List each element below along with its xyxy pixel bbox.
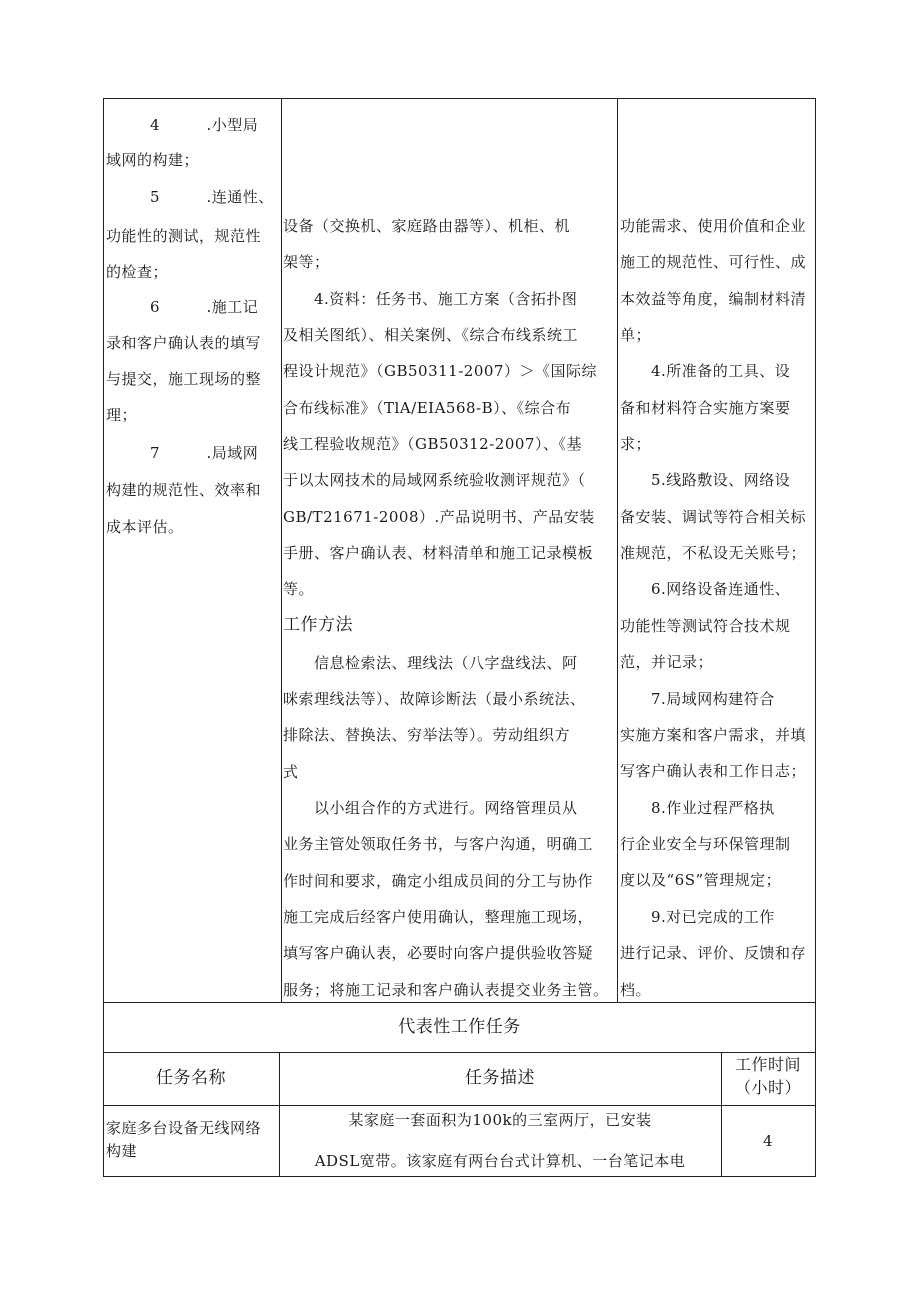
header-row-divider bbox=[103, 1105, 816, 1106]
resources-line: 架等； bbox=[283, 253, 330, 271]
resources-line: 服务；将施工记录和客户确认表提交业务主管。 bbox=[283, 981, 609, 999]
requirements-line: 实施方案和客户需求，并填 bbox=[620, 726, 807, 744]
requirements-line: 度以及“6S”管理规定； bbox=[620, 871, 782, 889]
content-line: 理； bbox=[106, 406, 138, 424]
task-desc-header: 任务描述 bbox=[465, 1068, 535, 1088]
content-line: 构建的规范性、效率和 bbox=[106, 481, 262, 499]
task-time-header-unit: （小时） bbox=[734, 1078, 801, 1097]
resources-line: 设备（交换机、家庭路由器等）、机柜、机 bbox=[283, 217, 571, 235]
table-top-border bbox=[103, 98, 816, 99]
section-title-divider bbox=[103, 1052, 816, 1053]
task-name-cont: 构建 bbox=[106, 1142, 138, 1160]
requirements-line: 功能性等测试符合技术规 bbox=[620, 617, 791, 635]
resources-line: 施工完成后经客户使用确认，整理施工现场， bbox=[283, 908, 594, 926]
content-line: 7 .局域网 bbox=[150, 444, 259, 462]
col-divider-1 bbox=[281, 98, 282, 1003]
resources-line: 式 bbox=[283, 763, 299, 781]
content-line: 4 .小型局 bbox=[150, 116, 259, 134]
resources-line: 信息检索法、理线法（八字盘线法、阿 bbox=[283, 654, 578, 672]
content-line: 域网的构建； bbox=[106, 151, 200, 169]
resources-line: 线工程验收规范》（GB50312-2007）、《基 bbox=[283, 435, 582, 453]
resources-line: 等。 bbox=[283, 580, 315, 598]
requirements-line: 求； bbox=[620, 435, 652, 453]
resources-line: 4.资料：任务书、施工方案（含拓扑图 bbox=[283, 290, 578, 308]
content-line: 5 .连通性、 bbox=[150, 188, 274, 206]
task-name: 家庭多台设备无线网络 bbox=[106, 1119, 262, 1137]
resources-line: 合布线标准》（TlA/EIA568-B）、《综合布 bbox=[283, 399, 572, 417]
requirements-line: 写客户确认表和工作日志； bbox=[620, 762, 807, 780]
requirements-line: 本效益等角度，编制材料清 bbox=[620, 290, 807, 308]
resources-line: 于以太网技术的局域网系统验收测评规范》（ bbox=[283, 471, 586, 489]
task-hours: 4 bbox=[762, 1132, 774, 1150]
requirements-line: 备和材料符合实施方案要 bbox=[620, 399, 791, 417]
requirements-line: 5.线路敷设、网络设 bbox=[620, 471, 791, 489]
section-divider bbox=[103, 1002, 816, 1003]
content-line: 功能性的测试，规范性 bbox=[106, 227, 262, 245]
resources-line: 业务主管处领取任务书，与客户沟通，明确工 bbox=[283, 835, 594, 853]
requirements-line: 7.局域网构建符合 bbox=[620, 690, 775, 708]
requirements-line: 准规范，不私设无关账号； bbox=[620, 544, 807, 562]
task-name-header: 任务名称 bbox=[156, 1068, 226, 1088]
resources-line: 填写客户确认表，必要时向客户提供验收答疑 bbox=[283, 944, 594, 962]
requirements-line: 档。 bbox=[620, 981, 652, 999]
task-description: 某家庭一套面积为100k的三室两厅，已安装 bbox=[348, 1111, 652, 1129]
requirements-line: 6.网络设备连通性、 bbox=[620, 580, 791, 598]
resources-line: 程设计规范》（GB50311-2007）＞《国际综 bbox=[283, 362, 597, 380]
requirements-line: 功能需求、使用价值和企业 bbox=[620, 217, 807, 235]
content-line: 6 .施工记 bbox=[150, 298, 259, 316]
requirements-line: 进行记录、评价、反馈和存 bbox=[620, 944, 807, 962]
requirements-line: 8.作业过程严格执 bbox=[620, 799, 775, 817]
section-title: 代表性工作任务 bbox=[398, 1017, 521, 1037]
resources-line: GB/T21671-2008）.产品说明书、产品安装 bbox=[283, 508, 595, 526]
resources-line: 排除法、替换法、穷举法等）。劳动组织方 bbox=[283, 726, 571, 744]
requirements-line: 备安装、调试等符合相关标 bbox=[620, 508, 807, 526]
content-line: 的检查； bbox=[106, 263, 169, 281]
requirements-line: 单； bbox=[620, 326, 652, 344]
work-method-heading: 工作方法 bbox=[283, 615, 353, 635]
table-left-border bbox=[103, 98, 104, 1177]
task-description-cont: ADSL宽带。该家庭有两台台式计算机、一台笔记本电 bbox=[314, 1152, 686, 1170]
content-line: 与提交，施工现场的整 bbox=[106, 370, 262, 388]
resources-line: 手册、客户确认表、材料清单和施工记录模板 bbox=[283, 544, 594, 562]
task-time-header: 工作时间 bbox=[734, 1055, 801, 1074]
requirements-line: 4.所准备的工具、设 bbox=[620, 362, 791, 380]
resources-line: 咪索理线法等）、故障诊断法（最小系统法、 bbox=[283, 690, 586, 708]
content-line: 成本评估。 bbox=[106, 518, 184, 536]
resources-line: 以小组合作的方式进行。网络管理员从 bbox=[283, 799, 578, 817]
requirements-line: 行企业安全与环保管理制 bbox=[620, 835, 791, 853]
requirements-line: 9.对已完成的工作 bbox=[620, 908, 775, 926]
resources-line: 作时间和要求，确定小组成员间的分工与协作 bbox=[283, 872, 594, 890]
table-right-border bbox=[815, 98, 816, 1177]
requirements-line: 施工的规范性、可行性、成 bbox=[620, 253, 807, 271]
table-bottom-border bbox=[103, 1176, 816, 1177]
content-line: 录和客户确认表的填写 bbox=[106, 334, 262, 352]
col-divider-2 bbox=[617, 98, 618, 1003]
requirements-line: 范，并记录； bbox=[620, 653, 714, 671]
resources-line: 及相关图纸）、相关案例、《综合布线系统工 bbox=[283, 326, 579, 344]
